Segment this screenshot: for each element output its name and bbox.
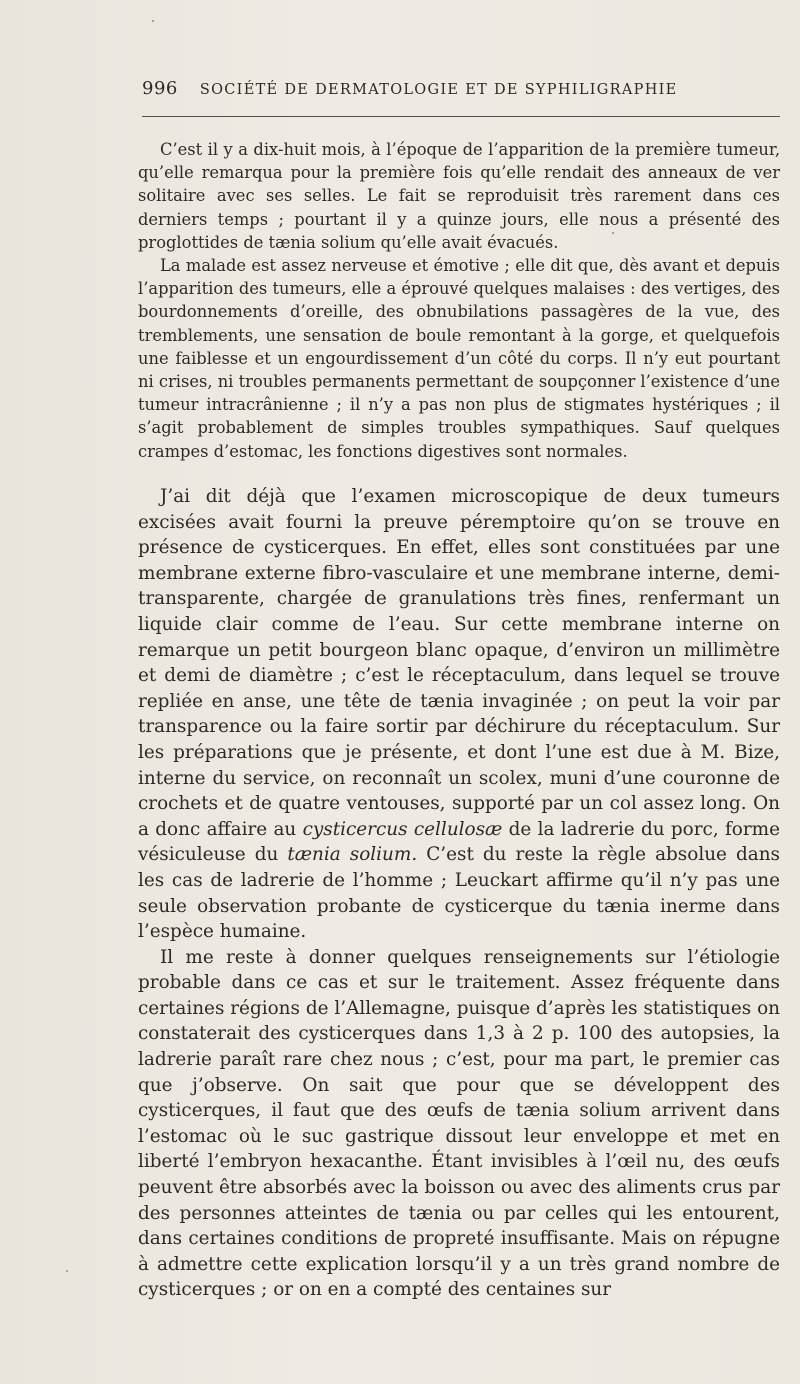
running-title: SOCIÉTÉ DE DERMATOLOGIE ET DE SYPHILIGRAPHIE [199, 82, 678, 98]
text-run: J’ai dit déjà que l’examen microscopique de deux tumeurs excisées avait fourni la preuve péremptoire qu’on se trouve en présence de cysticerques. En effet, elles sont constituées par une membrane externe fibro-vasculaire et une membrane interne, demi-transparente, chargée de granulations très fines, renfermant un liquide clair comme de l’eau. Sur cette membrane interne on remarque un petit bourgeon blanc opaque, d’environ un millimètre et demi de diamètre ; c’est le réceptaculum, dans lequel se trouve repliée en anse, une tête de tænia invaginée ; on peut la voir par transparence ou la faire sortir par déchirure du réceptaculum. Sur les préparations que je présente, et dont l’une est due à M. Bize, interne du service, on reconnaît un scolex, muni d’une couronne de crochets et de quatre ventouses, supporté par un col assez long. On a donc affaire au [138, 486, 780, 840]
main-text-block [138, 484, 780, 1303]
paper-speck [152, 20, 154, 22]
paragraph-etiology: Il me reste à donner quelques renseignements sur l’étiologie probable dans ce cas et sur le traitement. Assez fréquente dans certaines régions de l’Allemagne, puisque d’après les statistiques on constaterait des cysticerques dans 1,3 à 2 p. 100 des autopsies, la ladrerie paraît rare chez nous ; c’est, pour ma part, le premier cas que j’observe. On sait que pour que se développent des cysticerques, il faut que des œufs de tænia solium arrivent dans l’estomac où le suc gastrique dissout leur enveloppe et met en liberté l’embryon hexacanthe. Étant invisibles à l’œil nu, des œufs peuvent être absorbés avec la boisson ou avec des aliments crus par des personnes atteintes de tænia ou par celles qui les entourent, dans certaines conditions de propreté insuffisante. Mais on répugne à admettre cette explication lorsqu’il y a un très grand nombre de cysticerques ; or on en a compté des centaines sur [138, 946, 780, 1301]
paragraph-tapeworm-history: C’est il y a dix-huit mois, à l’époque de l’apparition de la première tumeur, qu’elle remarqua pour la première fois qu’elle rendait des anneaux de ver solitaire avec ses selles. Le fait se reproduisit très rarement dans ces derniers temps ; pourtant il y a quinze jours, elle nous a présenté des proglottides de tænia solium qu’elle avait évacués. [138, 140, 780, 252]
page-number: 996 [142, 78, 178, 99]
text-run: de la ladrerie du porc, forme vésiculeuse du [138, 818, 780, 866]
paragraph-microscopic-exam [138, 484, 780, 945]
paper-speck [612, 232, 614, 234]
page-header [142, 78, 780, 102]
italic-term-taenia: tænia solium. [287, 844, 418, 866]
header-rule [142, 116, 780, 117]
text-run: C’est du reste la règle absolue dans les cas de ladrerie de l’homme ; Leuckart affirme qu’il n’y pas une seule observation probante de cysticerque du tænia inerme dans l’espèce humaine. [138, 844, 780, 943]
paragraph-nervous-symptoms: La malade est assez nerveuse et émotive ; elle dit que, dès avant et depuis l’apparition des tumeurs, elle a éprouvé quelques malaises : des vertiges, des bourdonnements d’oreille, des obnubilations passagères de la vue, des tremblements, une sensation de boule remontant à la gorge, et quelquefois une faiblesse et un engourdissement d’un côté du corps. Il n’y eut pourtant ni crises, ni troubles permanents permettant de soupçonner l’existence d’une tumeur intracrânienne ; il n’y a pas non plus de stigmates hystériques ; il s’agit probablement de simples troubles sympathiques. Sauf quelques crampes d’estomac, les fonctions digestives sont normales. [138, 256, 780, 461]
small-print-block [138, 138, 780, 463]
italic-term-cysticercus: cysticercus cellulosæ [302, 818, 503, 840]
paper-speck [66, 1270, 68, 1272]
